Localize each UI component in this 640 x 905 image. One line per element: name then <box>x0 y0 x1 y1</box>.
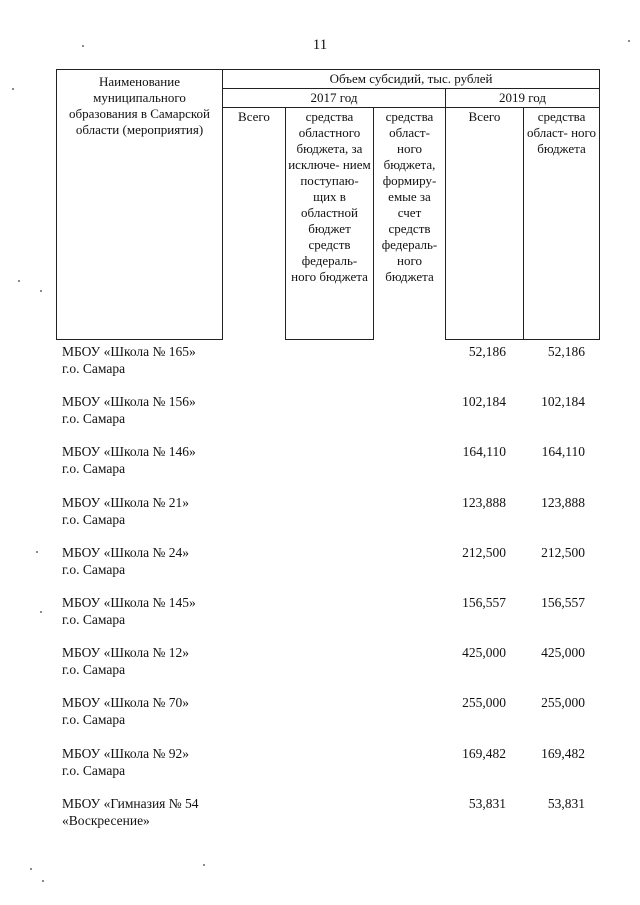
row-regional-2019: 164,110 <box>541 444 585 460</box>
row-total-2019: 102,184 <box>462 394 506 410</box>
table-row <box>62 443 602 493</box>
row-regional-2019: 212,500 <box>541 544 585 560</box>
row-name: МБОУ «Школа № 165» г.о. Самара <box>62 344 196 376</box>
row-name: МБОУ «Школа № 145» г.о. Самара <box>62 594 196 627</box>
row-name: МБОУ «Школа № 92» г.о. Самара <box>62 745 190 778</box>
row-regional-2019: 169,482 <box>541 745 585 761</box>
table-row <box>62 494 602 544</box>
header-year-2017: 2017 год <box>223 89 446 108</box>
row-regional-2019: 52,186 <box>547 344 585 359</box>
table-row <box>62 393 602 443</box>
row-regional-2019: 255,000 <box>541 695 585 711</box>
row-total-2019: 53,831 <box>468 795 506 811</box>
table-row <box>62 343 602 393</box>
row-total-2019: 52,186 <box>468 344 506 359</box>
row-regional-2019: 53,831 <box>547 795 585 811</box>
header-total-2017: Всего <box>223 108 286 340</box>
header-regional-2017: средства областного бюджета, за исключе- нием поступаю- щих в областной бюджет средств федераль- ного бюджета <box>286 108 374 340</box>
scan-speck <box>40 611 42 613</box>
scan-speck <box>30 868 32 870</box>
scan-speck <box>42 880 44 882</box>
row-total-2019: 156,557 <box>462 594 506 610</box>
header-regional-2019: средства област- ного бюджета <box>524 108 600 340</box>
table-header <box>56 69 600 340</box>
row-total-2019: 425,000 <box>462 645 506 661</box>
row-name: МБОУ «Школа № 12» г.о. Самара <box>62 645 190 678</box>
row-regional-2019: 102,184 <box>541 394 585 410</box>
scan-speck <box>40 290 42 292</box>
table-row <box>62 544 602 594</box>
scan-speck <box>12 88 14 90</box>
table-row <box>62 694 602 744</box>
page-number: 11 <box>312 37 328 53</box>
table-row <box>62 795 602 845</box>
scan-speck <box>203 864 205 866</box>
data-rows <box>62 343 602 845</box>
table-row <box>62 594 602 644</box>
row-name: МБОУ «Школа № 156» г.о. Самара <box>62 394 196 427</box>
table-row <box>62 745 602 795</box>
row-name: МБОУ «Школа № 146» г.о. Самара <box>62 444 196 477</box>
header-subsidy: Объем субсидий, тыс. рублей <box>223 70 600 89</box>
row-name: МБОУ «Школа № 21» г.о. Самара <box>62 494 190 527</box>
row-regional-2019: 156,557 <box>541 594 585 610</box>
table-row <box>62 644 602 694</box>
row-name: МБОУ «Школа № 70» г.о. Самара <box>62 695 190 728</box>
row-total-2019: 123,888 <box>462 494 506 510</box>
scan-speck <box>82 45 84 47</box>
scan-speck <box>36 551 38 553</box>
row-regional-2019: 123,888 <box>541 494 585 510</box>
row-total-2019: 164,110 <box>462 444 506 460</box>
header-federal-2017: средства област- ного бюджета, формиру- емые за счет средств федераль- ного бюджета <box>374 108 446 340</box>
row-name: МБОУ «Гимназия № 54 «Воскресение» <box>62 795 199 828</box>
scan-speck <box>18 280 20 282</box>
scan-speck <box>628 40 630 42</box>
row-total-2019: 212,500 <box>462 544 506 560</box>
row-total-2019: 255,000 <box>462 695 506 711</box>
row-name: МБОУ «Школа № 24» г.о. Самара <box>62 544 190 577</box>
row-regional-2019: 425,000 <box>541 645 585 661</box>
header-total-2019: Всего <box>446 108 524 340</box>
header-name-column: Наименование муниципального образования в Самарской области (мероприятия) <box>57 70 223 340</box>
header-year-2019: 2019 год <box>446 89 600 108</box>
row-total-2019: 169,482 <box>462 745 506 761</box>
